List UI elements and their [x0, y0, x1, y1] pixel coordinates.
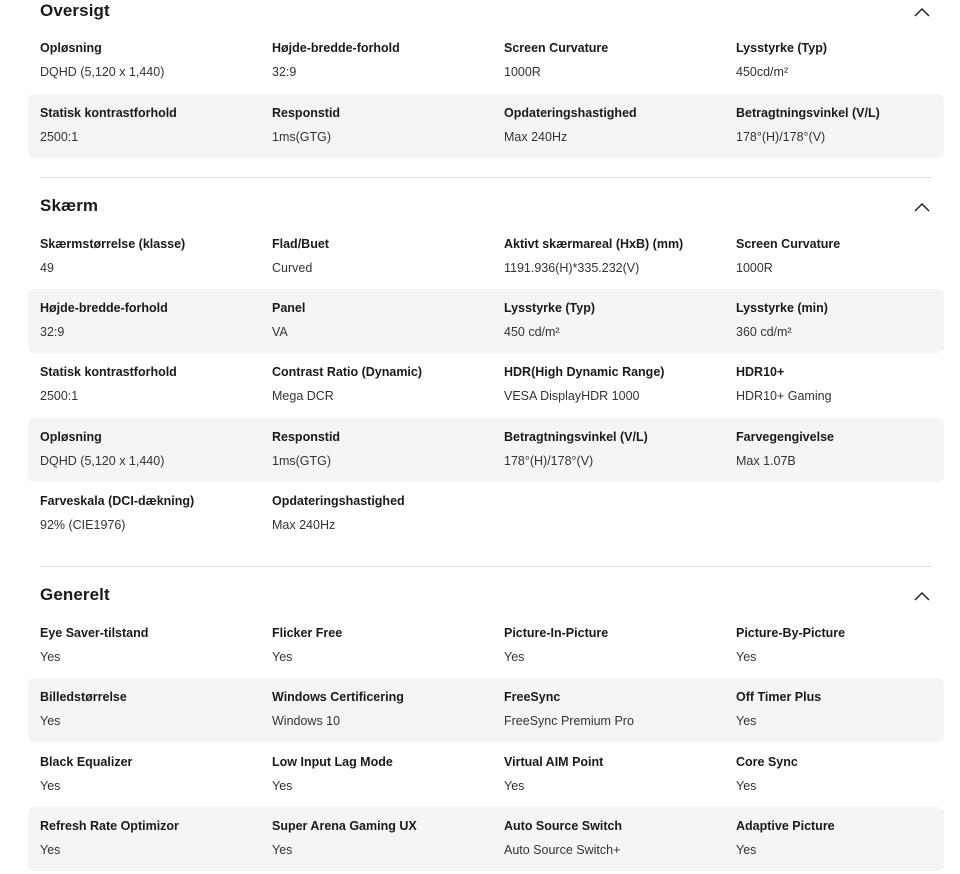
spec-value: 1191.936(H)*335.232(V) [504, 261, 640, 275]
spec-label: Off Timer Plus [736, 690, 822, 704]
section-header [40, 1, 932, 27]
spec-item [40, 807, 265, 871]
spec-value: Yes [40, 779, 61, 793]
spec-value: 178°(H)/178°(V) [736, 130, 826, 144]
spec-label: Eye Saver-tilstand [40, 626, 149, 640]
spec-item [272, 289, 497, 353]
spec-label: Lysstyrke (Typ) [504, 301, 596, 315]
collapse-toggle-button[interactable] [912, 3, 932, 21]
spec-row [28, 807, 944, 871]
spec-value: Mega DCR [272, 389, 334, 403]
spec-label: Højde-bredde-forhold [40, 301, 168, 315]
spec-label: HDR(High Dynamic Range) [504, 365, 665, 379]
section-header [40, 585, 932, 611]
spec-item [736, 418, 960, 482]
spec-value: Yes [736, 650, 757, 664]
spec-value: 1ms(GTG) [272, 454, 332, 468]
spec-value: Windows 10 [272, 714, 341, 728]
spec-item [40, 289, 265, 353]
spec-item [40, 353, 265, 417]
spec-item [736, 29, 960, 93]
spec-label: Højde-bredde-forhold [272, 41, 400, 55]
spec-row [28, 678, 944, 742]
spec-item [736, 353, 960, 417]
spec-row [28, 743, 944, 807]
spec-label: Adaptive Picture [736, 819, 835, 833]
spec-row [28, 614, 944, 678]
spec-value: 32:9 [272, 65, 297, 79]
spec-value: VESA DisplayHDR 1000 [504, 389, 640, 403]
spec-item [504, 353, 729, 417]
spec-item [272, 29, 497, 93]
spec-item [736, 614, 960, 678]
spec-item [40, 678, 265, 742]
spec-value: Yes [40, 650, 61, 664]
spec-value: 450 cd/m² [504, 325, 560, 339]
spec-label: FreeSync [504, 690, 561, 704]
spec-value: Yes [272, 843, 293, 857]
chevron-up-icon [912, 3, 932, 21]
spec-value: Yes [504, 650, 525, 664]
spec-item [504, 94, 729, 158]
spec-value: Curved [272, 261, 313, 275]
spec-item [40, 743, 265, 807]
spec-item [272, 614, 497, 678]
spec-item [40, 614, 265, 678]
spec-label: Virtual AIM Point [504, 755, 604, 769]
spec-item [504, 678, 729, 742]
collapse-toggle-button[interactable] [912, 587, 932, 605]
spec-label: Statisk kontrastforhold [40, 106, 177, 120]
spec-label: Picture-In-Picture [504, 626, 609, 640]
spec-label: Lysstyrke (min) [736, 301, 828, 315]
spec-label: Betragtningsvinkel (V/L) [736, 106, 880, 120]
section-divider [40, 177, 932, 178]
spec-value: 360 cd/m² [736, 325, 792, 339]
spec-value: 2500:1 [40, 389, 79, 403]
spec-item [736, 225, 960, 289]
section-title: Oversigt [40, 1, 110, 20]
spec-item [272, 225, 497, 289]
spec-value: Yes [736, 843, 757, 857]
spec-label: Farvegengivelse [736, 430, 834, 444]
spec-item [504, 418, 729, 482]
spec-item [736, 743, 960, 807]
section-header [40, 196, 932, 222]
spec-label: Lysstyrke (Typ) [736, 41, 828, 55]
spec-item [40, 29, 265, 93]
spec-value: Yes [736, 714, 757, 728]
section-title: Skærm [40, 196, 99, 215]
spec-value: Yes [40, 843, 61, 857]
spec-value: 32:9 [40, 325, 65, 339]
spec-label: Refresh Rate Optimizor [40, 819, 179, 833]
spec-item [40, 418, 265, 482]
spec-item [272, 807, 497, 871]
spec-item [504, 289, 729, 353]
spec-item [272, 482, 497, 546]
spec-value: 178°(H)/178°(V) [504, 454, 594, 468]
spec-value: Yes [736, 779, 757, 793]
spec-label: Flad/Buet [272, 237, 329, 251]
spec-value: Auto Source Switch+ [504, 843, 621, 857]
spec-value: Yes [272, 650, 293, 664]
spec-value: 2500:1 [40, 130, 79, 144]
spec-label: Opløsning [40, 430, 102, 444]
spec-label: Screen Curvature [504, 41, 609, 55]
spec-row [28, 29, 944, 93]
spec-value: HDR10+ Gaming [736, 389, 832, 403]
spec-label: Responstid [272, 430, 341, 444]
spec-value: DQHD (5,120 x 1,440) [40, 65, 165, 79]
spec-item [504, 225, 729, 289]
spec-item [40, 482, 265, 546]
spec-label: Auto Source Switch [504, 819, 623, 833]
spec-item [272, 743, 497, 807]
spec-item [736, 289, 960, 353]
spec-value: VA [272, 325, 288, 339]
spec-label: Skærmstørrelse (klasse) [40, 237, 186, 251]
spec-label: Core Sync [736, 755, 798, 769]
spec-value: FreeSync Premium Pro [504, 714, 634, 728]
spec-label: Opløsning [40, 41, 102, 55]
spec-value: 450cd/m² [736, 65, 789, 79]
spec-value: 49 [40, 261, 54, 275]
spec-value: 92% (CIE1976) [40, 518, 126, 532]
spec-item [272, 678, 497, 742]
spec-label: Opdateringshastighed [504, 106, 637, 120]
spec-label: Betragtningsvinkel (V/L) [504, 430, 648, 444]
spec-item [504, 614, 729, 678]
spec-item [272, 418, 497, 482]
spec-value: Max 240Hz [272, 518, 336, 532]
spec-item [272, 353, 497, 417]
spec-value: 1000R [504, 65, 541, 79]
spec-row [28, 94, 944, 158]
spec-label: Black Equalizer [40, 755, 133, 769]
spec-item [736, 807, 960, 871]
spec-row [28, 225, 944, 289]
section-title: Generelt [40, 585, 110, 604]
chevron-up-icon [912, 198, 932, 216]
spec-item [40, 94, 265, 158]
spec-label: Billedstørrelse [40, 690, 127, 704]
spec-value: 1000R [736, 261, 773, 275]
spec-label: Panel [272, 301, 306, 315]
spec-item [736, 678, 960, 742]
chevron-up-icon [912, 587, 932, 605]
spec-value: Yes [504, 779, 525, 793]
spec-value: DQHD (5,120 x 1,440) [40, 454, 165, 468]
spec-value: Max 1.07B [736, 454, 796, 468]
collapse-toggle-button[interactable] [912, 198, 932, 216]
spec-label: Picture-By-Picture [736, 626, 846, 640]
spec-label: Windows Certificering [272, 690, 404, 704]
spec-label: Screen Curvature [736, 237, 841, 251]
spec-value: Max 240Hz [504, 130, 568, 144]
spec-label: Super Arena Gaming UX [272, 819, 417, 833]
spec-value: Yes [272, 779, 293, 793]
spec-row [28, 289, 944, 353]
spec-item [504, 743, 729, 807]
spec-label: Opdateringshastighed [272, 494, 405, 508]
spec-row [28, 482, 944, 546]
spec-item [736, 94, 960, 158]
spec-item [272, 94, 497, 158]
spec-item [504, 29, 729, 93]
spec-row [28, 418, 944, 482]
spec-label: Flicker Free [272, 626, 343, 640]
spec-value: Yes [40, 714, 61, 728]
spec-label: HDR10+ [736, 365, 785, 379]
spec-label: Contrast Ratio (Dynamic) [272, 365, 423, 379]
spec-label: Responstid [272, 106, 341, 120]
spec-label: Low Input Lag Mode [272, 755, 393, 769]
spec-value: 1ms(GTG) [272, 130, 332, 144]
spec-label: Aktivt skærmareal (HxB) (mm) [504, 237, 684, 251]
section-divider [40, 566, 932, 567]
spec-item [40, 225, 265, 289]
spec-item [504, 807, 729, 871]
spec-label: Farveskala (DCI-dækning) [40, 494, 195, 508]
spec-label: Statisk kontrastforhold [40, 365, 177, 379]
spec-row [28, 353, 944, 417]
